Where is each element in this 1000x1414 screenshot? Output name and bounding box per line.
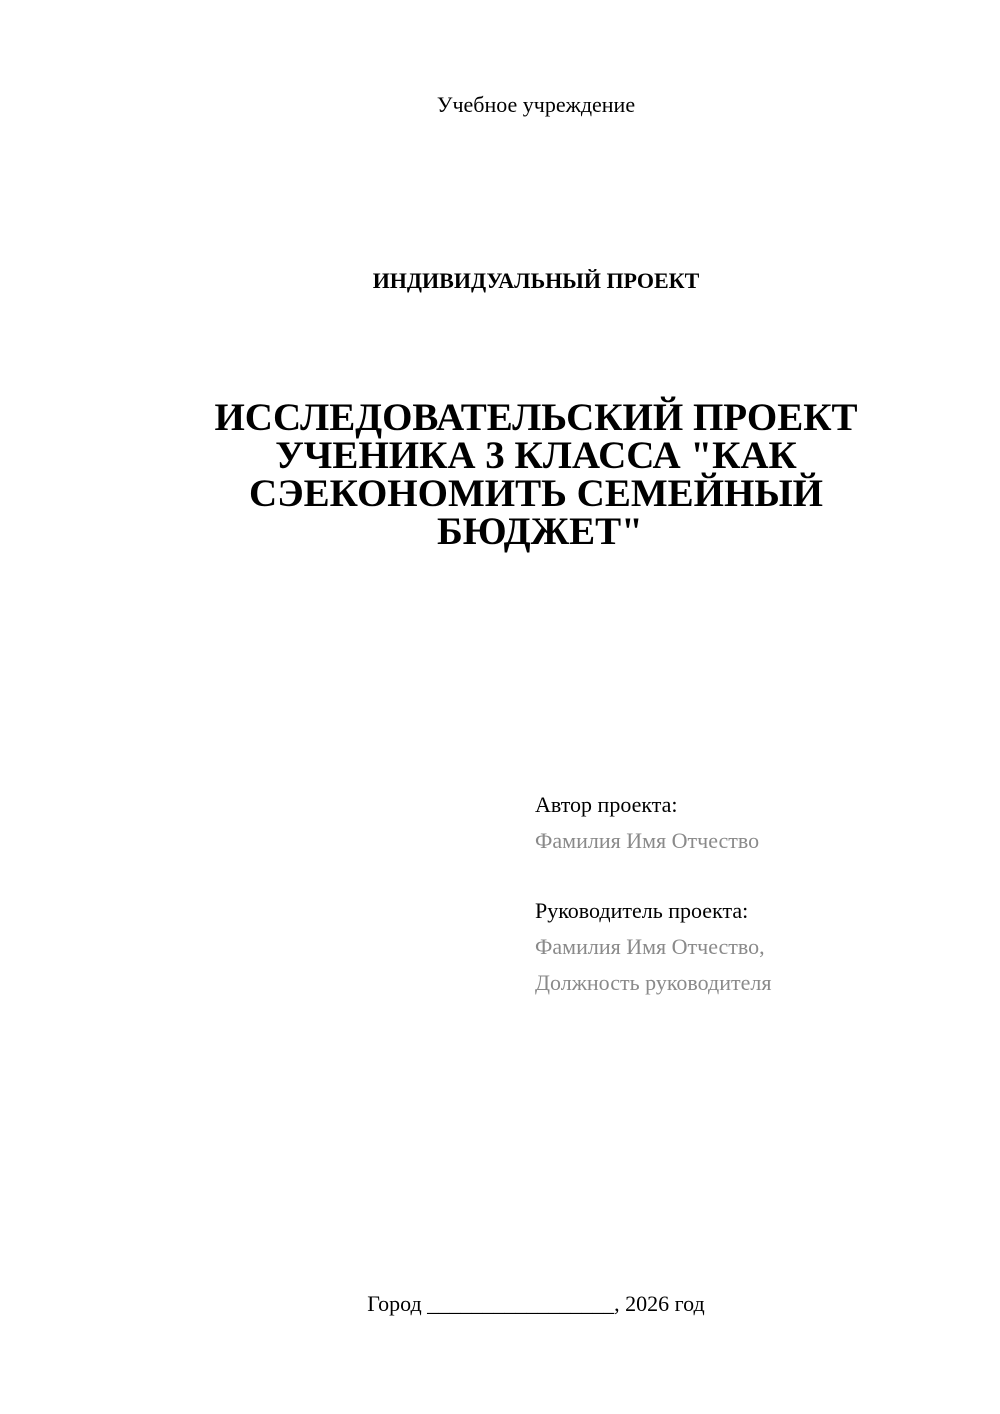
author-name: Фамилия Имя Отчество [535, 828, 760, 853]
project-title-line-3: СЭЕКОНОМИТЬ СЕМЕЙНЫЙ [249, 472, 823, 515]
year-text: , 2026 год [614, 1291, 705, 1316]
project-title-line-2: УЧЕНИКА 3 КЛАССА "КАК [275, 434, 797, 477]
city-blank: _________________ [427, 1291, 615, 1316]
supervisor-position: Должность руководителя [535, 970, 772, 995]
author-block [535, 787, 975, 859]
supervisor-name: Фамилия Имя Отчество, [535, 934, 765, 959]
project-title [200, 396, 872, 553]
project-title-line-1: ИССЛЕДОВАТЕЛЬСКИЙ ПРОЕКТ [214, 396, 858, 439]
project-type-heading: ИНДИВИДУАЛЬНЫЙ ПРОЕКТ [372, 268, 700, 293]
supervisor-block [535, 893, 975, 1001]
author-label: Автор проекта: [535, 792, 678, 817]
supervisor-label: Руководитель проекта: [535, 898, 749, 923]
city-year-line [0, 1288, 1000, 1320]
project-title-line-4: БЮДЖЕТ" [437, 510, 643, 553]
institution-name: Учебное учреждение [436, 92, 636, 117]
city-label: Город [367, 1291, 422, 1316]
